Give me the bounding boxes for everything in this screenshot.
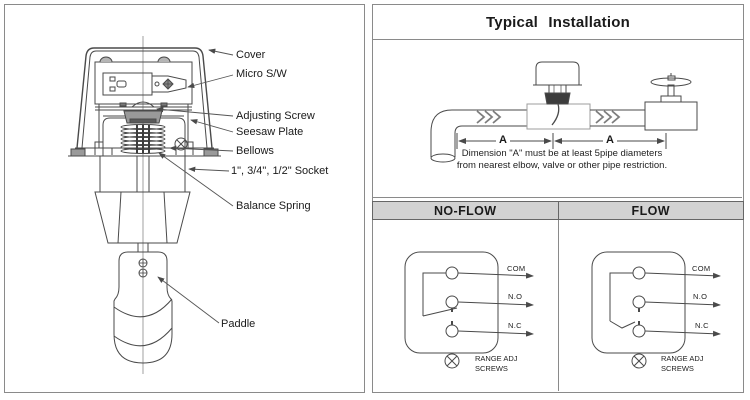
no-flow-nc-label: N.C: [508, 321, 522, 330]
no-flow-range-adj-label: RANGE ADJ: [475, 354, 518, 363]
micro-sw-label: Micro S/W: [236, 68, 287, 80]
flow-direction-arrows: [477, 111, 619, 123]
flow-switch-cross-section: [68, 36, 221, 374]
flow-nc-terminal: [633, 325, 645, 337]
label-leader-lines: [157, 50, 233, 323]
dimension-caption-line2: from nearest elbow, valve or other pipe restriction.: [456, 160, 668, 171]
flow-no-terminal: [633, 296, 645, 308]
flow-screws-label: SCREWS: [661, 364, 694, 373]
no-flow-nc-terminal: [446, 325, 458, 337]
no-flow-header: NO-FLOW: [433, 203, 497, 218]
flow-range-adj-screw-icon: [632, 354, 646, 368]
no-flow-screws-label: SCREWS: [475, 364, 508, 373]
dimension-a-right: A: [603, 134, 617, 147]
dimension-a-left: A: [496, 134, 510, 147]
paddle-label: Paddle: [221, 318, 256, 330]
flow-lever: [610, 321, 635, 328]
typical-installation-title: Typical Installation: [486, 13, 630, 31]
no-flow-com-label: COM: [507, 264, 526, 273]
no-flow-com-terminal: [446, 267, 458, 279]
no-flow-no-terminal: [446, 296, 458, 308]
typical-installation-titlebox: [372, 4, 744, 40]
balance-spring-label: Balance Spring: [236, 200, 311, 212]
seesaw-plate-label: Seesaw Plate: [236, 126, 304, 138]
flow-switch-installed: [533, 62, 582, 125]
socket-body: [95, 156, 190, 252]
bellows: [95, 111, 193, 156]
flow-com-terminal: [633, 267, 645, 279]
flow-no-label: N.O: [693, 292, 708, 301]
wiring-header-row: [372, 201, 744, 220]
dimension-lines: [457, 133, 666, 149]
flow-header: FLOW: [558, 202, 744, 219]
adjusting-screw-label: Adjusting Screw: [236, 110, 315, 122]
dimension-caption-line1: Dimension "A" must be at least 5pipe diameters: [461, 148, 663, 159]
cover-label: Cover: [236, 49, 266, 61]
no-flow-no-label: N.O: [508, 292, 523, 301]
bellows-label: Bellows: [236, 145, 274, 157]
flow-com-label: COM: [692, 264, 711, 273]
no-flow-range-adj-screw-icon: [445, 354, 459, 368]
flow-range-adj-label: RANGE ADJ: [661, 354, 704, 363]
installation-diagram: [431, 62, 697, 162]
socket-label: 1", 3/4", 1/2" Socket: [231, 165, 329, 177]
flow-nc-label: N.C: [695, 321, 709, 330]
